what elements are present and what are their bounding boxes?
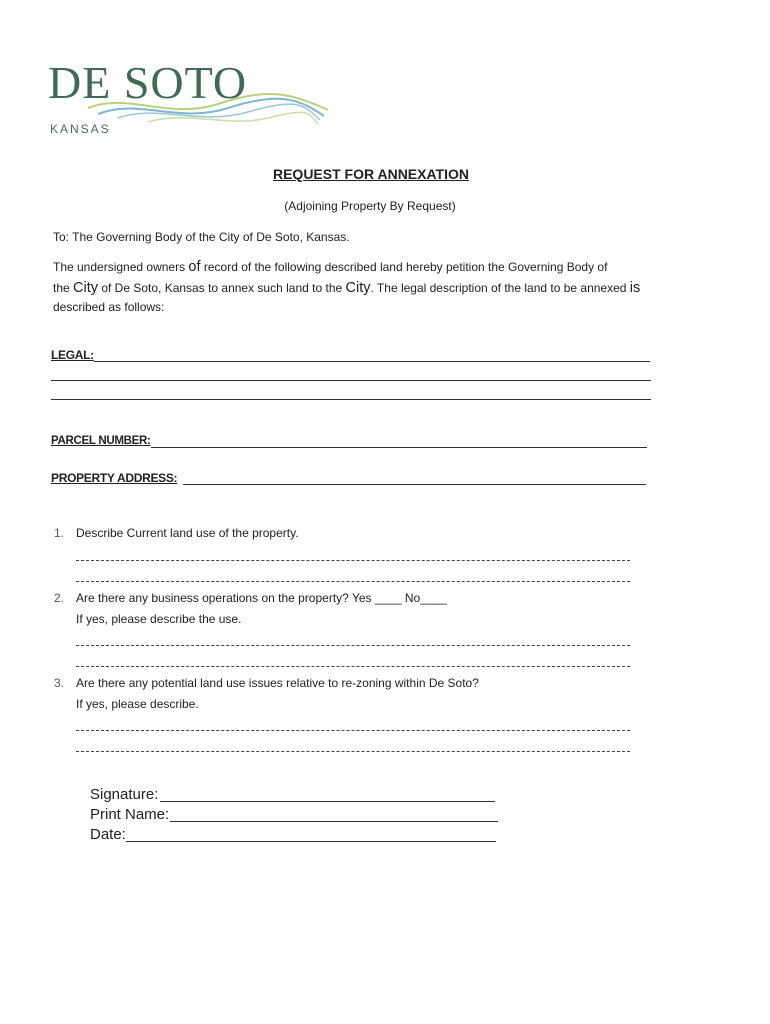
legal-input-line-2[interactable] (51, 380, 651, 381)
question-3-text: Are there any potential land use issues relative to re-zoning within De Soto? (76, 676, 479, 690)
page-subtitle: (Adjoining Property By Request) (284, 199, 456, 213)
parcel-number-input-line[interactable] (151, 447, 647, 448)
logo-state: KANSAS (50, 122, 111, 136)
question-1-answer-line-2[interactable] (76, 581, 630, 582)
signature-label: Signature: (90, 786, 159, 803)
print-name-label: Print Name: (90, 806, 170, 823)
print-name-input-line[interactable] (170, 821, 498, 822)
date-input-line[interactable] (126, 841, 496, 842)
question-1-answer-line-1[interactable] (76, 560, 630, 561)
legal-label: LEGAL: (51, 348, 94, 362)
question-2-answer-line-2[interactable] (76, 666, 630, 667)
signature-input-line[interactable] (160, 801, 495, 802)
legal-input-line-1[interactable] (94, 361, 650, 362)
intro-line-2: the City of De Soto, Kansas to annex such land to the City. The legal description of the land to be annexed is (53, 280, 641, 296)
intro-paragraph (53, 257, 703, 315)
question-2-text: Are there any business operations on the property? Yes ____ No____ (76, 591, 447, 605)
property-address-input-line[interactable] (183, 484, 646, 485)
to-line: To: The Governing Body of the City of De Soto, Kansas. (53, 230, 350, 244)
intro-line-1: The undersigned owners of record of the following described land hereby petition the Governing Body of (53, 259, 608, 275)
intro-line-3: described as follows: (53, 300, 165, 314)
question-1-number: 1. (54, 526, 65, 540)
question-2-subtext: If yes, please describe the use. (76, 612, 242, 626)
question-2-number: 2. (54, 591, 65, 605)
parcel-number-label: PARCEL NUMBER: (51, 435, 151, 447)
question-3-subtext: If yes, please describe. (76, 697, 199, 711)
city-logo (48, 58, 328, 142)
question-2-answer-line-1[interactable] (76, 645, 630, 646)
question-3-number: 3. (54, 676, 65, 690)
property-address-label: PROPERTY ADDRESS: (51, 471, 178, 485)
question-1-text: Describe Current land use of the property. (76, 526, 299, 540)
date-label: Date: (90, 826, 126, 843)
question-3-answer-line-2[interactable] (76, 751, 630, 752)
page-title: REQUEST FOR ANNEXATION (272, 166, 469, 182)
logo-name: DE SOTO (48, 57, 248, 108)
legal-input-line-3[interactable] (51, 399, 651, 400)
question-3-answer-line-1[interactable] (76, 730, 630, 731)
